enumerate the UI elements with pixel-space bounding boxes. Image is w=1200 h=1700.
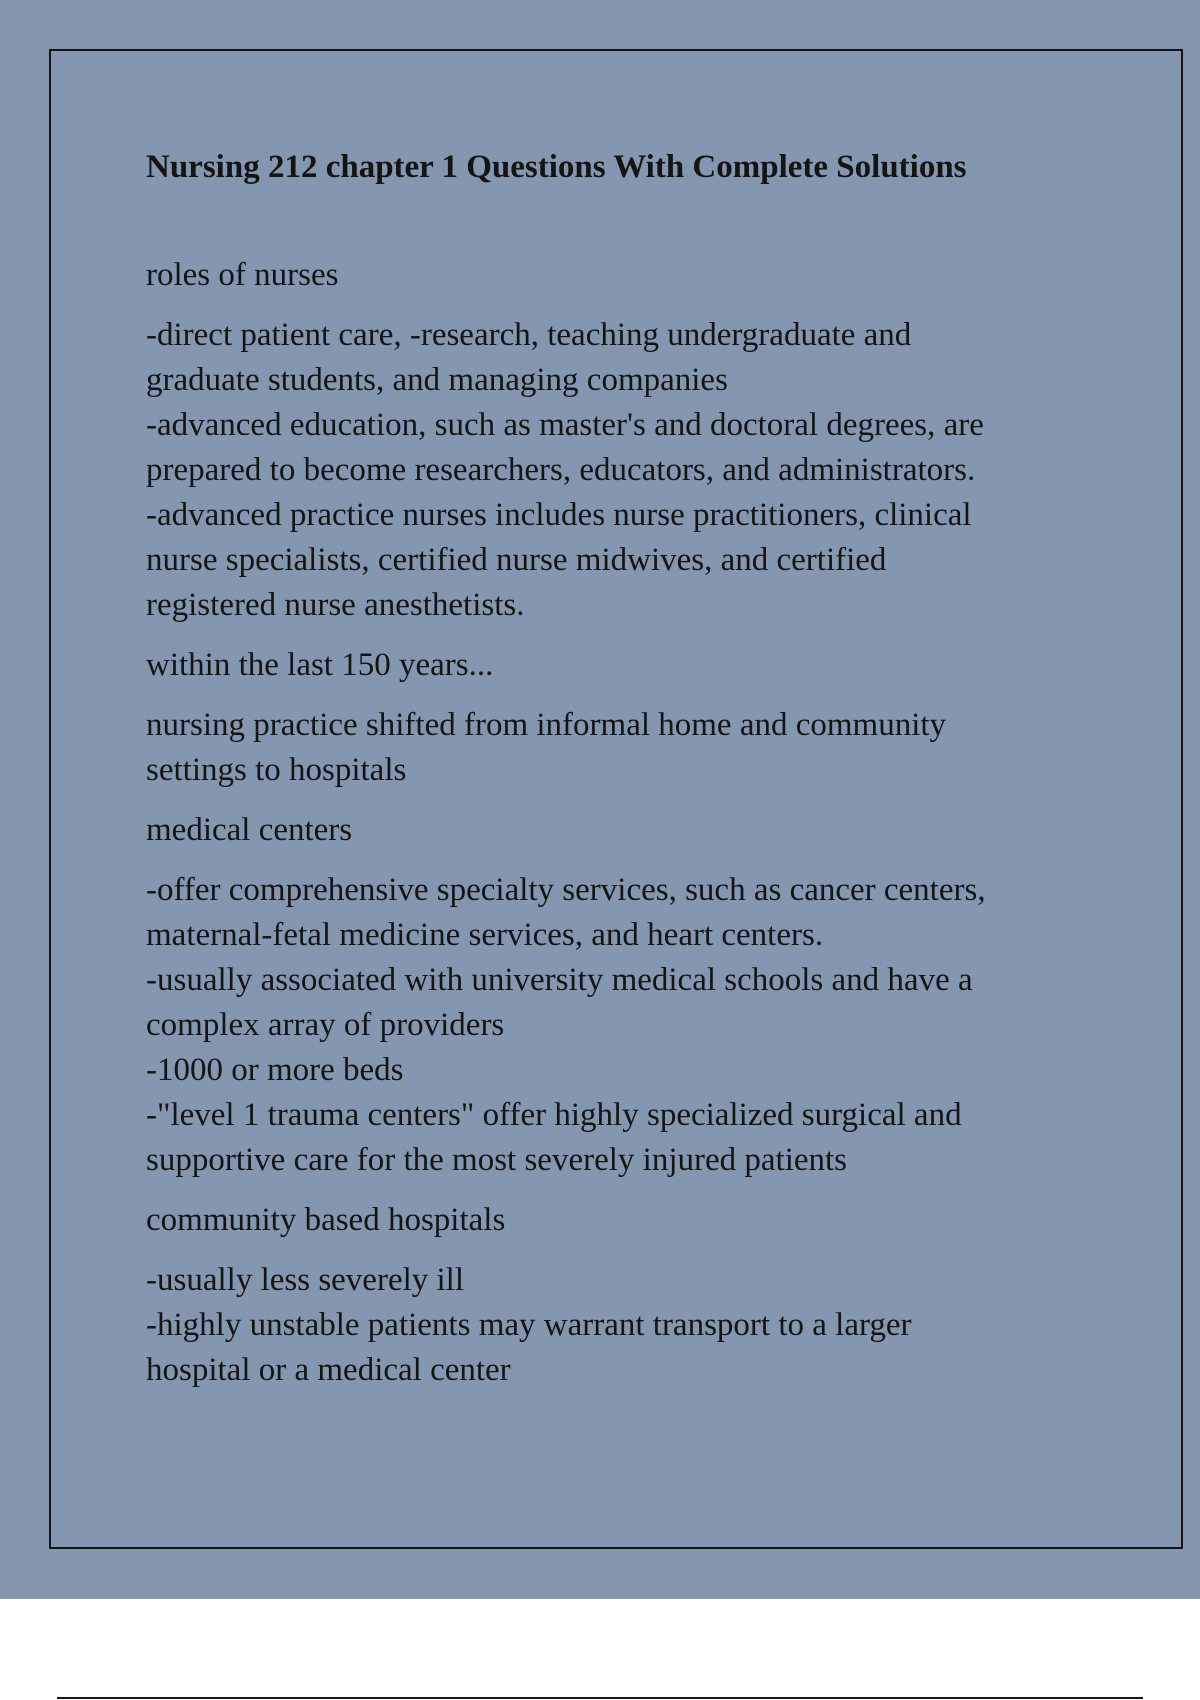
definition-last-150-years: nursing practice shifted from informal home and community settings to hospitals [146, 707, 947, 788]
definition-roles-of-nurses: -direct patient care, -research, teaching undergraduate and graduate students, and managing companies -advanced education, such as master's and doctoral degrees, are prepared to become researchers, educators, and administrators. -advanced practice nurses includes nurse practitioners, clinical nurse specialists, certified nurse midwives, and certified registered nurse anesthetists. [146, 317, 984, 623]
term-last-150-years: within the last 150 years... [146, 647, 494, 683]
term-medical-centers: medical centers [146, 812, 353, 848]
qa-item [146, 253, 1096, 628]
term-community-based-hospitals: community based hospitals [146, 1202, 506, 1238]
definition-community-based-hospitals: -usually less severely ill -highly unstable patients may warrant transport to a larger hospital or a medical center [146, 1262, 912, 1388]
bottom-divider [57, 1697, 1143, 1699]
document-content [146, 140, 1096, 1408]
qa-item [146, 1198, 1096, 1393]
qa-item [146, 808, 1096, 1183]
qa-item [146, 643, 1096, 793]
term-roles-of-nurses: roles of nurses [146, 257, 339, 293]
document-title: Nursing 212 chapter 1 Questions With Complete Solutions [146, 149, 967, 185]
definition-medical-centers: -offer comprehensive specialty services, such as cancer centers, maternal-fetal medicine services, and heart centers. -usually associated with university medical schools and have a complex array of providers -1000 or more beds -"level 1 trauma centers" offer highly specialized surgical and supportive care for the most severely injured patients [146, 872, 986, 1178]
